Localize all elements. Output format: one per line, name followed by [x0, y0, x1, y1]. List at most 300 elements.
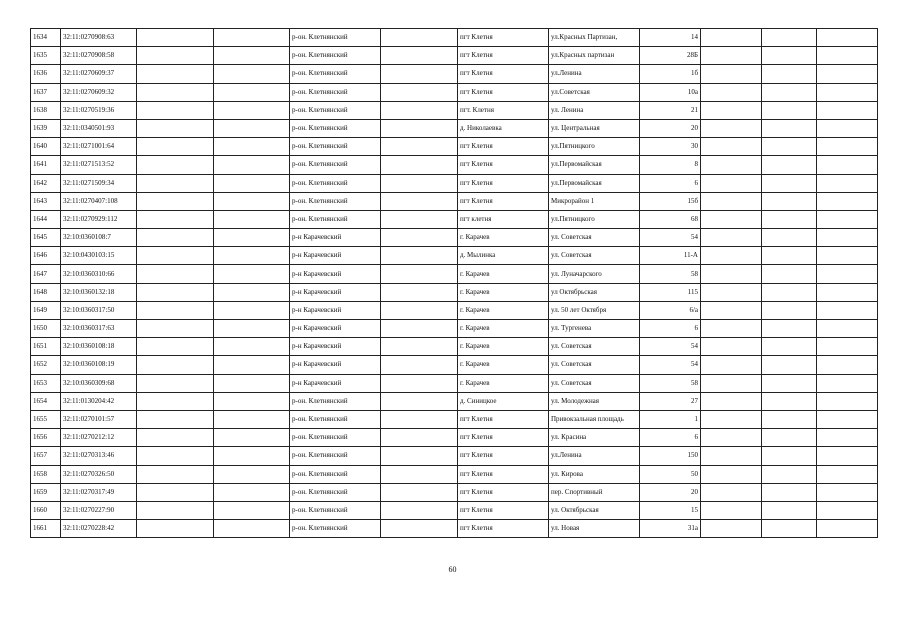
- cell-cadastral-number: 32:11:0270228:42: [61, 520, 137, 538]
- cell-col-10: [701, 374, 762, 392]
- cell-street: ул. Октябрьская: [549, 501, 640, 519]
- cell-row-number: 1645: [31, 229, 61, 247]
- table-row: [31, 174, 878, 192]
- cell-col-12: [817, 174, 878, 192]
- cell-col-10: [701, 465, 762, 483]
- cell-district: р-он. Клетнянский: [290, 119, 381, 137]
- cell-col-11: [762, 320, 817, 338]
- cell-street: Привокзальная площадь: [549, 410, 640, 428]
- cell-district: р-он. Клетнянский: [290, 501, 381, 519]
- cell-col-6: [381, 301, 458, 319]
- cell-col-11: [762, 83, 817, 101]
- cell-col-6: [381, 501, 458, 519]
- cell-row-number: 1655: [31, 410, 61, 428]
- cell-district: р-он. Клетнянский: [290, 483, 381, 501]
- cell-col-12: [817, 229, 878, 247]
- cell-locality: д. Николаевка: [458, 119, 549, 137]
- cell-col-4: [214, 29, 290, 47]
- cell-col-12: [817, 156, 878, 174]
- cell-street: ул. Красина: [549, 429, 640, 447]
- cell-col-10: [701, 410, 762, 428]
- cell-col-4: [214, 520, 290, 538]
- cell-col-6: [381, 283, 458, 301]
- cell-district: р-он. Клетнянский: [290, 101, 381, 119]
- cell-col-3: [137, 265, 214, 283]
- cell-house-number: 28Б: [640, 47, 701, 65]
- cell-col-6: [381, 229, 458, 247]
- table-row: [31, 410, 878, 428]
- cell-col-12: [817, 265, 878, 283]
- cell-col-11: [762, 174, 817, 192]
- table-row: [31, 47, 878, 65]
- cell-col-10: [701, 192, 762, 210]
- cell-house-number: 68: [640, 210, 701, 228]
- cell-col-6: [381, 447, 458, 465]
- cell-col-6: [381, 356, 458, 374]
- cell-street: ул. Луначарского: [549, 265, 640, 283]
- cell-col-10: [701, 210, 762, 228]
- cell-district: р-он. Клетнянский: [290, 210, 381, 228]
- cell-street: ул Октябрьская: [549, 283, 640, 301]
- cell-house-number: 31а: [640, 520, 701, 538]
- cell-col-3: [137, 229, 214, 247]
- cell-col-11: [762, 283, 817, 301]
- cell-col-10: [701, 392, 762, 410]
- cell-col-6: [381, 265, 458, 283]
- cell-cadastral-number: 32:10:0360310:66: [61, 265, 137, 283]
- cell-district: р-он. Клетнянский: [290, 520, 381, 538]
- cell-col-4: [214, 301, 290, 319]
- cell-locality: пгт Клетня: [458, 138, 549, 156]
- cell-locality: пгт. Клетня: [458, 101, 549, 119]
- cell-row-number: 1652: [31, 356, 61, 374]
- cell-col-6: [381, 392, 458, 410]
- cell-cadastral-number: 32:11:0270317:49: [61, 483, 137, 501]
- cell-col-6: [381, 210, 458, 228]
- cell-street: ул.Красных партизан: [549, 47, 640, 65]
- cell-locality: пгт Клетня: [458, 410, 549, 428]
- cell-cadastral-number: 32:10:0360309:68: [61, 374, 137, 392]
- table-row: [31, 119, 878, 137]
- cell-col-3: [137, 83, 214, 101]
- cell-col-3: [137, 501, 214, 519]
- cell-cadastral-number: 32:11:0271001:64: [61, 138, 137, 156]
- cell-col-10: [701, 447, 762, 465]
- table-row: [31, 465, 878, 483]
- cell-house-number: 20: [640, 119, 701, 137]
- cell-locality: пгт Клетня: [458, 520, 549, 538]
- table-row: [31, 138, 878, 156]
- cell-col-6: [381, 47, 458, 65]
- cell-col-10: [701, 283, 762, 301]
- cell-house-number: 6: [640, 320, 701, 338]
- cell-col-11: [762, 138, 817, 156]
- cell-col-6: [381, 83, 458, 101]
- cell-col-10: [701, 156, 762, 174]
- cell-col-10: [701, 174, 762, 192]
- cell-col-6: [381, 429, 458, 447]
- cell-col-12: [817, 283, 878, 301]
- cell-col-4: [214, 374, 290, 392]
- cell-locality: г. Карачев: [458, 265, 549, 283]
- cell-col-3: [137, 65, 214, 83]
- cell-col-11: [762, 156, 817, 174]
- cell-locality: г. Карачев: [458, 356, 549, 374]
- cell-locality: пгт Клетня: [458, 501, 549, 519]
- cell-row-number: 1640: [31, 138, 61, 156]
- cell-house-number: 54: [640, 356, 701, 374]
- cell-col-11: [762, 338, 817, 356]
- cell-district: р-он. Клетнянский: [290, 392, 381, 410]
- cell-col-4: [214, 483, 290, 501]
- cell-cadastral-number: 32:11:0270313:46: [61, 447, 137, 465]
- cell-house-number: 27: [640, 392, 701, 410]
- cell-house-number: 10а: [640, 83, 701, 101]
- cell-cadastral-number: 32:11:0270326:50: [61, 465, 137, 483]
- cell-col-12: [817, 83, 878, 101]
- cell-district: р-он. Клетнянский: [290, 47, 381, 65]
- cell-col-11: [762, 392, 817, 410]
- cell-col-11: [762, 47, 817, 65]
- cell-row-number: 1661: [31, 520, 61, 538]
- cell-col-10: [701, 320, 762, 338]
- cell-col-11: [762, 210, 817, 228]
- cell-col-12: [817, 338, 878, 356]
- cell-col-3: [137, 283, 214, 301]
- cell-street: ул.Советская: [549, 83, 640, 101]
- cell-house-number: 8: [640, 156, 701, 174]
- cell-district: р-н Карачевский: [290, 320, 381, 338]
- cell-col-11: [762, 374, 817, 392]
- cell-locality: пгт Клетня: [458, 174, 549, 192]
- cell-row-number: 1637: [31, 83, 61, 101]
- cell-col-4: [214, 410, 290, 428]
- table-row: [31, 29, 878, 47]
- cell-col-4: [214, 83, 290, 101]
- cell-row-number: 1634: [31, 29, 61, 47]
- cell-col-11: [762, 29, 817, 47]
- cell-district: р-он. Клетнянский: [290, 174, 381, 192]
- cell-district: р-он. Клетнянский: [290, 65, 381, 83]
- cell-cadastral-number: 32:11:0270908:63: [61, 29, 137, 47]
- cell-col-3: [137, 320, 214, 338]
- table-row: [31, 101, 878, 119]
- cell-house-number: 6: [640, 174, 701, 192]
- cell-row-number: 1638: [31, 101, 61, 119]
- cell-col-3: [137, 520, 214, 538]
- cell-col-12: [817, 429, 878, 447]
- cell-house-number: 15б: [640, 192, 701, 210]
- cell-col-3: [137, 410, 214, 428]
- cell-col-10: [701, 520, 762, 538]
- cell-street: ул. Советская: [549, 356, 640, 374]
- cell-cadastral-number: 32:11:0270407:108: [61, 192, 137, 210]
- cell-house-number: 115: [640, 283, 701, 301]
- cell-row-number: 1650: [31, 320, 61, 338]
- cell-district: р-он. Клетнянский: [290, 465, 381, 483]
- table-row: [31, 429, 878, 447]
- cell-locality: пгт Клетня: [458, 65, 549, 83]
- cell-col-6: [381, 29, 458, 47]
- cell-street: ул.Пятницкого: [549, 210, 640, 228]
- table-row: [31, 192, 878, 210]
- cell-col-4: [214, 47, 290, 65]
- cell-col-12: [817, 101, 878, 119]
- cell-cadastral-number: 32:10:0360108:7: [61, 229, 137, 247]
- cell-col-6: [381, 410, 458, 428]
- cell-street: ул. Центральная: [549, 119, 640, 137]
- cell-col-4: [214, 101, 290, 119]
- table-row: [31, 65, 878, 83]
- cell-street: ул. Советская: [549, 338, 640, 356]
- cell-col-12: [817, 65, 878, 83]
- cell-col-10: [701, 265, 762, 283]
- cell-col-12: [817, 465, 878, 483]
- cell-house-number: 20: [640, 483, 701, 501]
- cell-district: р-он. Клетнянский: [290, 410, 381, 428]
- cell-col-3: [137, 138, 214, 156]
- cell-row-number: 1658: [31, 465, 61, 483]
- cell-col-12: [817, 47, 878, 65]
- cell-cadastral-number: 32:11:0130204:42: [61, 392, 137, 410]
- cell-street: ул. Ленина: [549, 101, 640, 119]
- cell-col-11: [762, 465, 817, 483]
- cell-cadastral-number: 32:11:0270908:58: [61, 47, 137, 65]
- cell-house-number: 21: [640, 101, 701, 119]
- table-body: [31, 29, 878, 538]
- cell-row-number: 1642: [31, 174, 61, 192]
- cell-col-4: [214, 283, 290, 301]
- cell-locality: г. Карачев: [458, 338, 549, 356]
- table-row: [31, 265, 878, 283]
- table-row: [31, 83, 878, 101]
- cell-district: р-н Карачевский: [290, 229, 381, 247]
- cell-col-3: [137, 483, 214, 501]
- table-row: [31, 520, 878, 538]
- cell-row-number: 1654: [31, 392, 61, 410]
- cell-locality: пгт Клетня: [458, 192, 549, 210]
- cell-col-11: [762, 119, 817, 137]
- cell-cadastral-number: 32:11:0270519:36: [61, 101, 137, 119]
- cell-col-11: [762, 101, 817, 119]
- cell-locality: г. Карачев: [458, 229, 549, 247]
- cell-street: ул.Ленина: [549, 65, 640, 83]
- cell-house-number: 58: [640, 265, 701, 283]
- cell-col-12: [817, 247, 878, 265]
- cell-row-number: 1653: [31, 374, 61, 392]
- cell-street: ул.Пятницкого: [549, 138, 640, 156]
- cell-col-10: [701, 83, 762, 101]
- table-row: [31, 501, 878, 519]
- cell-street: ул. 50 лет Октября: [549, 301, 640, 319]
- cell-col-6: [381, 65, 458, 83]
- cell-locality: г. Карачев: [458, 283, 549, 301]
- cell-col-12: [817, 210, 878, 228]
- cell-street: ул. Новая: [549, 520, 640, 538]
- cell-col-6: [381, 156, 458, 174]
- cell-cadastral-number: 32:11:0270929:112: [61, 210, 137, 228]
- cell-col-4: [214, 392, 290, 410]
- cell-district: р-он. Клетнянский: [290, 138, 381, 156]
- cell-col-3: [137, 156, 214, 174]
- cell-col-12: [817, 392, 878, 410]
- cell-house-number: 58: [640, 374, 701, 392]
- cell-street: ул.Первомайская: [549, 174, 640, 192]
- cell-col-4: [214, 338, 290, 356]
- cell-col-3: [137, 429, 214, 447]
- cell-street: ул. Советская: [549, 229, 640, 247]
- cell-col-12: [817, 138, 878, 156]
- cell-cadastral-number: 32:10:0360108:18: [61, 338, 137, 356]
- cell-col-6: [381, 320, 458, 338]
- cell-house-number: 150: [640, 447, 701, 465]
- cell-district: р-он. Клетнянский: [290, 156, 381, 174]
- table-row: [31, 156, 878, 174]
- cell-col-10: [701, 229, 762, 247]
- cell-house-number: 54: [640, 338, 701, 356]
- cell-district: р-он. Клетнянский: [290, 29, 381, 47]
- cell-col-11: [762, 192, 817, 210]
- cell-district: р-он. Клетнянский: [290, 192, 381, 210]
- cell-col-12: [817, 192, 878, 210]
- cell-col-12: [817, 119, 878, 137]
- cell-col-6: [381, 338, 458, 356]
- cell-col-6: [381, 138, 458, 156]
- cell-house-number: 14: [640, 29, 701, 47]
- table-row: [31, 374, 878, 392]
- cell-row-number: 1651: [31, 338, 61, 356]
- cell-col-12: [817, 29, 878, 47]
- cell-cadastral-number: 32:10:0360317:63: [61, 320, 137, 338]
- table-row: [31, 338, 878, 356]
- cell-cadastral-number: 32:11:0270212:12: [61, 429, 137, 447]
- cell-col-3: [137, 392, 214, 410]
- table-row: [31, 356, 878, 374]
- cell-locality: г. Карачев: [458, 320, 549, 338]
- cell-col-12: [817, 501, 878, 519]
- table-row: [31, 301, 878, 319]
- cell-col-10: [701, 356, 762, 374]
- cell-col-12: [817, 483, 878, 501]
- cell-col-4: [214, 119, 290, 137]
- cell-district: р-н Карачевский: [290, 374, 381, 392]
- cell-row-number: 1659: [31, 483, 61, 501]
- cell-col-10: [701, 138, 762, 156]
- cell-locality: г. Карачев: [458, 374, 549, 392]
- cell-col-6: [381, 483, 458, 501]
- table-row: [31, 229, 878, 247]
- cell-row-number: 1649: [31, 301, 61, 319]
- cell-row-number: 1636: [31, 65, 61, 83]
- cell-col-11: [762, 356, 817, 374]
- cell-col-6: [381, 174, 458, 192]
- cell-col-11: [762, 520, 817, 538]
- cell-row-number: 1641: [31, 156, 61, 174]
- cell-col-4: [214, 156, 290, 174]
- cell-col-3: [137, 47, 214, 65]
- cell-district: р-н Карачевский: [290, 301, 381, 319]
- cell-col-3: [137, 29, 214, 47]
- cell-cadastral-number: 32:10:0360317:50: [61, 301, 137, 319]
- cell-col-12: [817, 356, 878, 374]
- cell-street: ул. Советская: [549, 374, 640, 392]
- cell-row-number: 1647: [31, 265, 61, 283]
- cell-col-6: [381, 192, 458, 210]
- cell-row-number: 1648: [31, 283, 61, 301]
- cell-col-3: [137, 247, 214, 265]
- cell-col-12: [817, 410, 878, 428]
- cell-locality: пгт Клетня: [458, 83, 549, 101]
- cell-col-10: [701, 247, 762, 265]
- cell-row-number: 1657: [31, 447, 61, 465]
- table-row: [31, 247, 878, 265]
- cell-cadastral-number: 32:10:0360108:19: [61, 356, 137, 374]
- cell-col-4: [214, 320, 290, 338]
- cell-street: Микрорайон 1: [549, 192, 640, 210]
- cell-district: р-н Карачевский: [290, 265, 381, 283]
- cell-col-12: [817, 301, 878, 319]
- cell-col-11: [762, 265, 817, 283]
- cell-cadastral-number: 32:11:0270101:57: [61, 410, 137, 428]
- cell-col-3: [137, 465, 214, 483]
- cell-locality: пгт Клетня: [458, 465, 549, 483]
- cell-street: пер. Спортивный: [549, 483, 640, 501]
- cell-street: ул.Первомайская: [549, 156, 640, 174]
- cell-col-11: [762, 483, 817, 501]
- cell-district: р-он. Клетнянский: [290, 429, 381, 447]
- cell-col-11: [762, 301, 817, 319]
- cell-col-4: [214, 465, 290, 483]
- table-row: [31, 283, 878, 301]
- cell-locality: пгт Клетня: [458, 483, 549, 501]
- cell-col-10: [701, 29, 762, 47]
- cell-col-4: [214, 192, 290, 210]
- cell-locality: д. Мылинка: [458, 247, 549, 265]
- cell-col-4: [214, 138, 290, 156]
- cell-col-6: [381, 101, 458, 119]
- cell-col-3: [137, 338, 214, 356]
- cell-cadastral-number: 32:11:0270609:32: [61, 83, 137, 101]
- cell-locality: пгт Клетня: [458, 156, 549, 174]
- cell-cadastral-number: 32:11:0340501:93: [61, 119, 137, 137]
- cell-col-11: [762, 247, 817, 265]
- cell-locality: пгт Клетня: [458, 429, 549, 447]
- cell-house-number: 6: [640, 429, 701, 447]
- cell-street: ул. Кирова: [549, 465, 640, 483]
- table-row: [31, 210, 878, 228]
- cell-col-10: [701, 483, 762, 501]
- cell-row-number: 1635: [31, 47, 61, 65]
- cell-house-number: 1: [640, 410, 701, 428]
- cell-col-3: [137, 192, 214, 210]
- cell-col-10: [701, 501, 762, 519]
- table-row: [31, 392, 878, 410]
- table-row: [31, 320, 878, 338]
- cell-col-3: [137, 119, 214, 137]
- cell-col-10: [701, 47, 762, 65]
- cell-row-number: 1644: [31, 210, 61, 228]
- cell-col-10: [701, 65, 762, 83]
- cell-col-4: [214, 247, 290, 265]
- cell-house-number: 50: [640, 465, 701, 483]
- cell-district: р-н Карачевский: [290, 283, 381, 301]
- cell-col-11: [762, 447, 817, 465]
- cell-locality: г. Карачев: [458, 301, 549, 319]
- cell-col-4: [214, 265, 290, 283]
- cell-col-11: [762, 501, 817, 519]
- cell-house-number: 54: [640, 229, 701, 247]
- cell-row-number: 1639: [31, 119, 61, 137]
